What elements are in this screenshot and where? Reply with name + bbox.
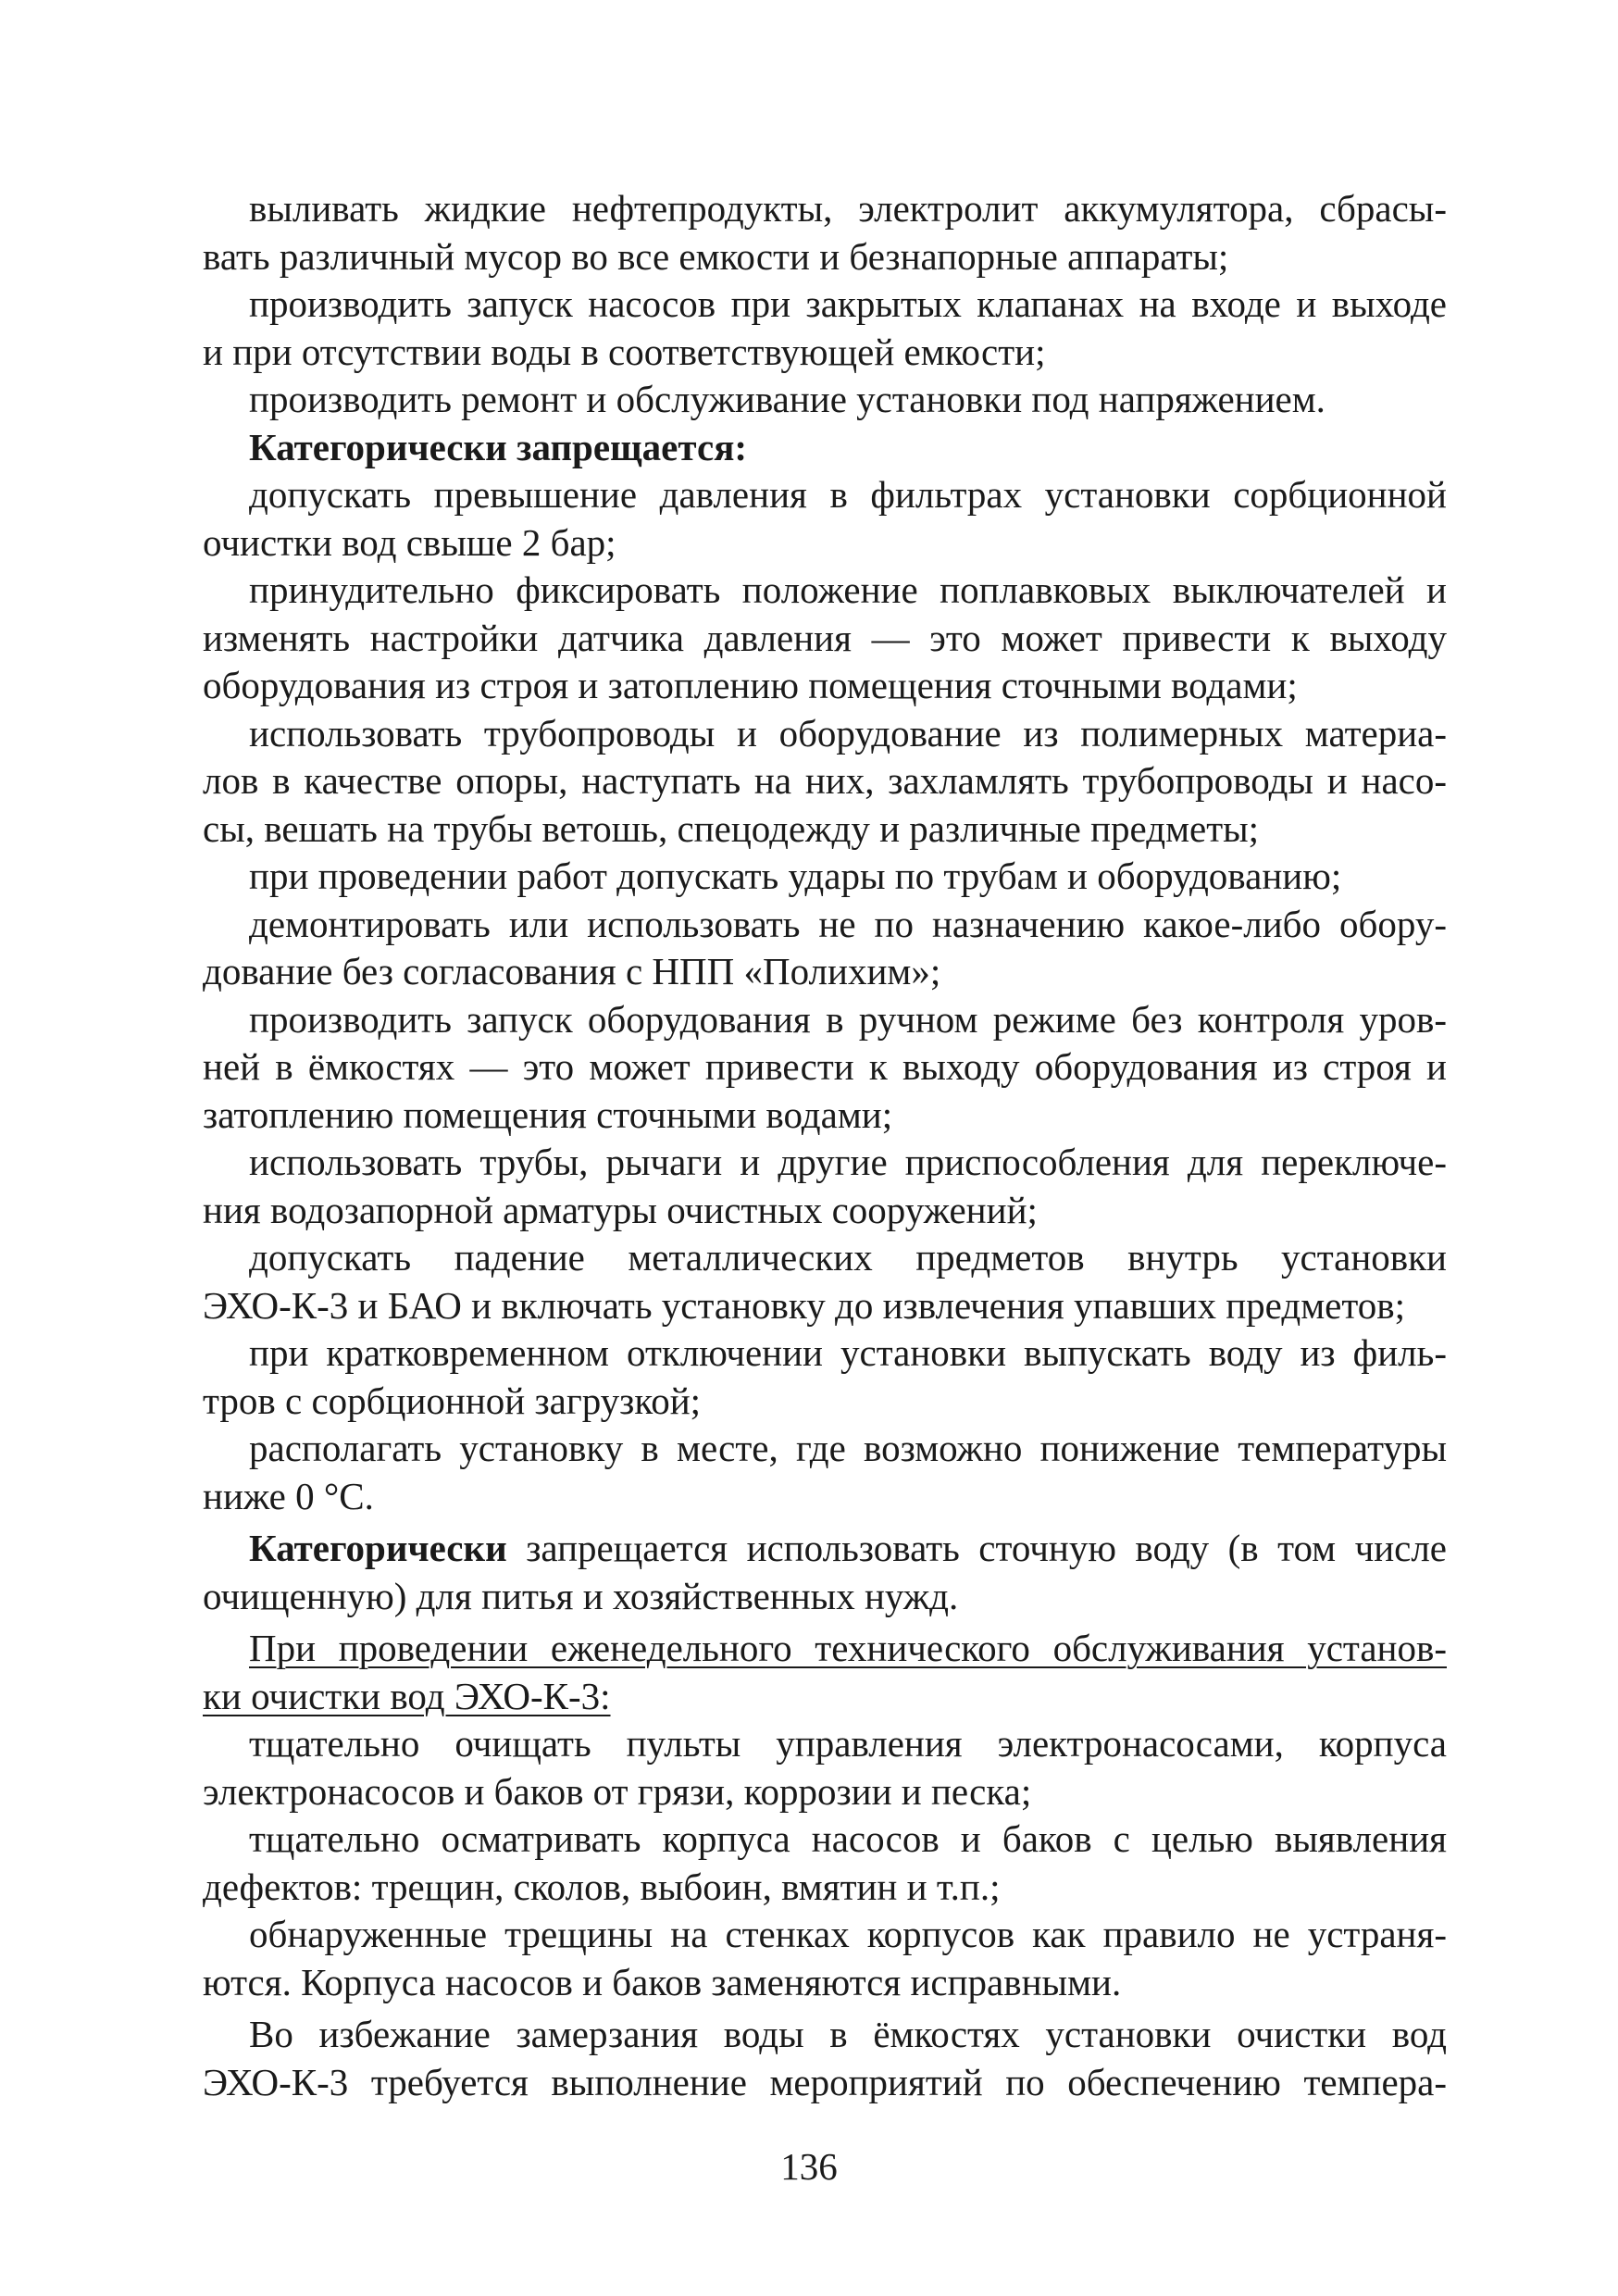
text-line: очищенную) для питья и хозяйственных нужд.	[203, 1574, 959, 1617]
text-line: тщательно осматривать корпуса насосов и баков с целью выявления	[249, 1817, 1447, 1860]
text-line: дование без согласования с НПП «Полихим»;	[203, 950, 941, 992]
text-line: ЭХО-К-3 и БАО и включать установку до извлечения упавших предметов;	[203, 1283, 1405, 1327]
text-line: вать различный мусор во все емкости и безнапорные аппараты;	[203, 234, 1229, 278]
text-line: использовать трубопроводы и оборудование из полимерных материа-	[249, 711, 1447, 755]
underlined-heading-line	[203, 1673, 1447, 1721]
text-line: ния водозапорной арматуры очистных сооружений;	[203, 1188, 1038, 1231]
text-line: Во избежание замерзания воды в ёмкостях установки очистки вод	[249, 2013, 1447, 2055]
text-line: затоплению помещения сточными водами;	[203, 1092, 893, 1136]
text-line: допускать превышение давления в фильтрах установки сорбционной	[249, 473, 1447, 516]
text-line: выливать жидкие нефтепродукты, электролит аккумулятора, сбрасы-	[249, 187, 1447, 230]
text-line: демонтировать или использовать не по назначению какое-либо обору-	[249, 902, 1447, 945]
text-line: и при отсутствии воды в соответствующей емкости;	[203, 330, 1046, 373]
underlined-heading-line	[203, 1625, 1447, 1673]
page-number: 136	[780, 2145, 838, 2188]
text-line: при проведении работ допускать удары по трубам и оборудованию;	[249, 855, 1342, 897]
text-line: ниже 0 °С.	[203, 1474, 374, 1517]
text-line: дефектов: трещин, сколов, выбоин, вмятин и т.п.;	[203, 1865, 1001, 1908]
text-span: запрещается использовать сточную воду (в том числе	[506, 1527, 1447, 1569]
section-heading: Категорически запрещается:	[249, 425, 748, 468]
text-line	[203, 1525, 1447, 1573]
text-line: электронасосов и баков от грязи, коррозии и песка;	[203, 1769, 1032, 1813]
text-line: тщательно очищать пульты управления электронасосами, корпуса	[249, 1722, 1447, 1765]
text-line: очистки вод свыше 2 бар;	[203, 520, 616, 564]
text-line: допускать падение металлических предметов внутрь установки	[249, 1236, 1447, 1279]
text-line: лов в качестве опоры, наступать на них, захламлять трубопроводы и насо-	[203, 759, 1447, 802]
text-line: при кратковременном отключении установки выпускать воду из филь-	[249, 1331, 1447, 1374]
text-line: ются. Корпуса насосов и баков заменяются исправными.	[203, 1960, 1122, 2003]
text-line: производить запуск оборудования в ручном режиме без контроля уров-	[249, 997, 1447, 1041]
underlined-text: ки очистки вод ЭХО-К-3:	[203, 1674, 611, 1717]
text-line: оборудования из строя и затоплению помещения сточными водами;	[203, 664, 1298, 706]
page-body	[203, 185, 1447, 2106]
text-line: ней в ёмкостях — это может привести к выходу оборудования из строя и	[203, 1045, 1447, 1088]
text-line: использовать трубы, рычаги и другие приспособления для переключе-	[249, 1141, 1447, 1183]
text-line: тров с сорбционной загрузкой;	[203, 1379, 702, 1422]
text-line: принудительно фиксировать положение поплавковых выключателей и	[249, 568, 1447, 611]
text-line: изменять настройки датчика давления — это может привести к выходу	[203, 616, 1447, 659]
text-line: располагать установку в месте, где возможно понижение температуры	[249, 1427, 1447, 1469]
text-line: ЭХО-К-3 требуется выполнение мероприятий по обеспечению темпера-	[203, 2060, 1447, 2103]
text-line: сы, вешать на трубы ветошь, спецодежду и различные предметы;	[203, 806, 1260, 850]
emphasis-text: Категорически	[249, 1527, 507, 1569]
text-line: производить запуск насосов при закрытых клапанах на входе и выходе	[249, 282, 1447, 325]
text-line: обнаруженные трещины на стенках корпусов как правило не устраня-	[249, 1913, 1447, 1955]
text-line: производить ремонт и обслуживание установки под напряжением.	[249, 378, 1326, 420]
underlined-text: При проведении еженедельного технического обслуживания установ-	[249, 1627, 1447, 1669]
